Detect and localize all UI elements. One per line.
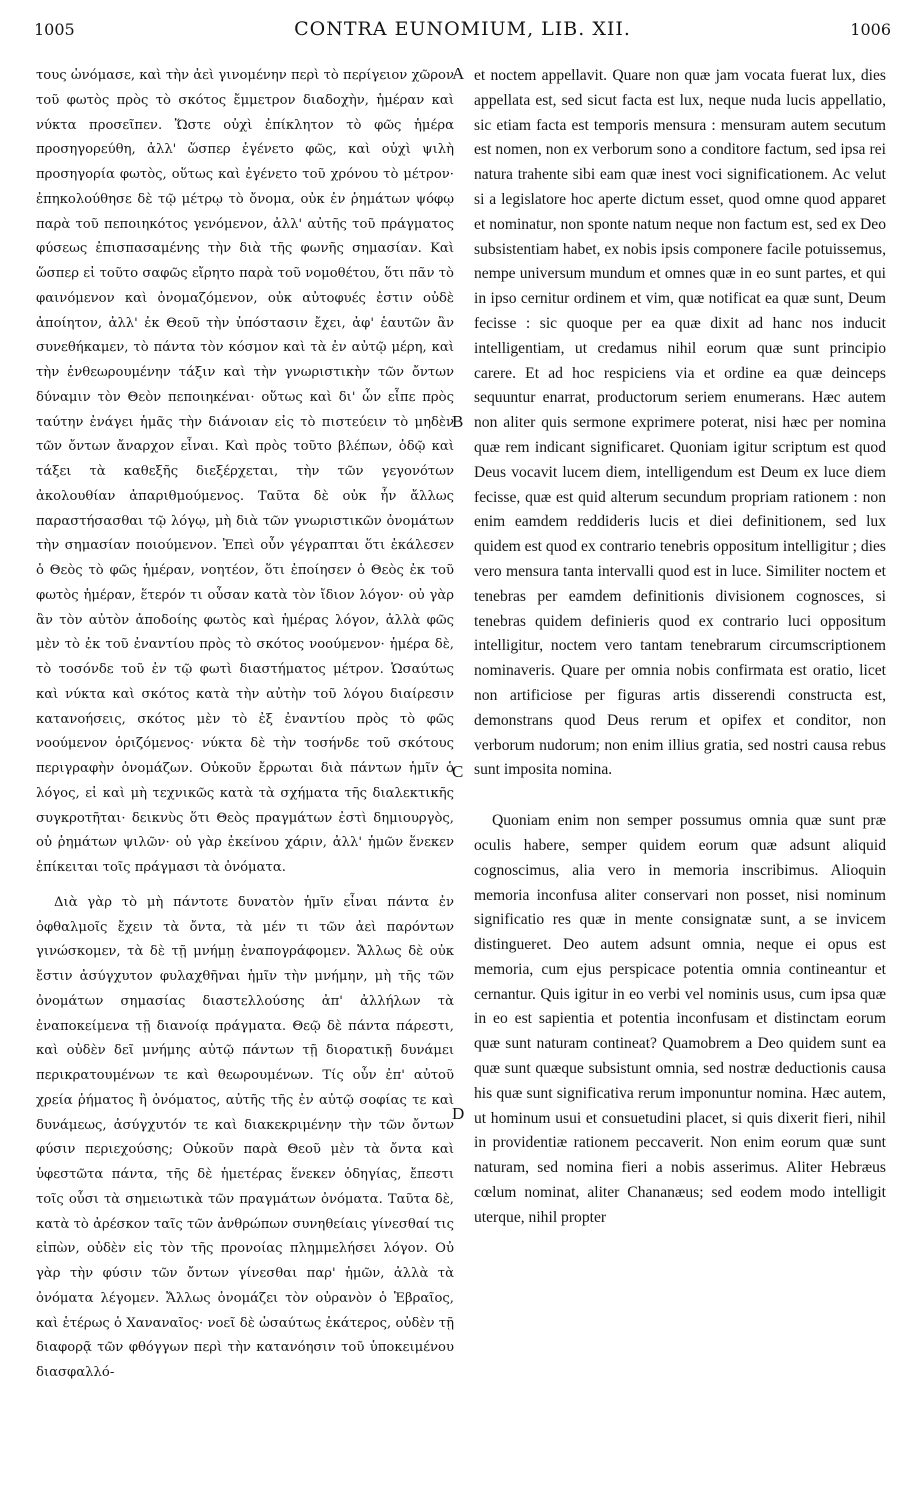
greek-paragraph-2: Διὰ γὰρ τὸ μὴ πάντοτε δυνατὸν ἡμῖν εἶναι πάντα ἐν ὀφθαλμοῖς ἔχειν τὰ ὄντα, τὰ μέν τι τῶν ἀεὶ παρόντων γινώσκομεν, τὰ δὲ τῇ μνήμῃ ἐναπογράφομεν. Ἄλλως δὲ οὐκ ἔστιν ἀσύγχυτον φυλαχθῆναι ἡμῖν τὴν μνήμην, μὴ τῆς τῶν ὀνομάτων σημασίας διαστελλούσης ἀπ' ἀλλήλων τὰ ἐναποκείμενα τῇ διανοίᾳ πράγματα. Θεῷ δὲ πάντα πάρεστι, καὶ οὐδὲν δεῖ μνήμης αὐτῷ πάντων τῇ διορατικῇ δυνάμει περικρατουμένων τε καὶ θεωρουμένων. Τίς οὖν ἐπ' αὐτοῦ χρεία ῥήματος ἢ ὀνόματος, αὐτῆς τῆς ἐν αὐτῷ σοφίας τε καὶ δυνάμεως, ἀσύγχυτόν τε καὶ διακεκριμένην τὴν τῶν ὄντων φύσιν περιεχούσης; Οὐκοῦν παρὰ Θεοῦ μὲν τὰ ὄντα καὶ ὑφεστῶτα πάντα, τῆς δὲ ἡμετέρας ἕνεκεν ὁδηγίας, ἔπεστι τοῖς οὖσι τὰ σημειωτικὰ τῶν πραγμάτων ὀνόματα. Ταῦτα δὲ, κατὰ τὸ ἀρέσκον ταῖς τῶν ἀνθρώπων συνηθείαις γίνεσθαί τις εἰπὼν, οὐδὲν εἰς τὸν τῆς προνοίας πλημμελήσει λόγον. Οὐ γὰρ τὴν φύσιν τῶν ὄντων γίνεσθαι παρ' ἡμῶν, ἀλλὰ τὰ ὀνόματα λέγομεν. Ἄλλως ὀνομάζει τὸν οὐρανὸν ὁ Ἑβραῖος, καὶ ἑτέρως ὁ Χαναναῖος· νοεῖ δὲ ὡσαύτως ἑκάτερος, οὐδὲν τῇ διαφορᾷ τῶν φθόγγων περὶ τὴν κατανόησιν τοῦ ὑποκειμένου διασφαλλό- [36,894,454,1380]
greek-paragraph-1: τους ὠνόμασε, καὶ τὴν ἀεὶ γινομένην περὶ τὸ περίγειον χῶρον τοῦ φωτὸς πρὸς τὸ σκότος ἔμμετρον διαδοχὴν, ἡμέραν καὶ νύκτα προσεῖπεν. Ὥστε οὐχὶ ἐπίκλητον τὸ φῶς ἡμέρα προσηγορεύθη, ἀλλ' ὥσπερ ἐγένετο φῶς, καὶ οὐχὶ ψιλὴ προσηγορία φωτὸς, οὕτως καὶ ἐγένετο τοῦ χρόνου τὸ μέτρον· ἐπηκολούθησε δὲ τῷ μέτρῳ τὸ ὄνομα, οὐκ ἐν ῥημάτων ψόφῳ παρὰ τοῦ πεποιηκότος γενόμενον, ἀλλ' αὐτῆς τοῦ πράγματος φύσεως ἐπισπασαμένης τὴν διὰ τῆς φωνῆς σημασίαν. Καὶ ὥσπερ εἰ τοῦτο σαφῶς εἴρητο παρὰ τοῦ νομοθέτου, ὅτι πᾶν τὸ φαινόμενον καὶ ὀνομαζόμενον, οὐκ αὐτοφυές ἐστιν οὐδὲ ἀποίητον, ἀλλ' ἐκ Θεοῦ τὴν ὑπόστασιν ἔχει, ἀφ' ἑαυτῶν ἂν συνεθήκαμεν, τὸ πάντα τὸν κόσμον καὶ τὰ ἐν αὐτῷ μέρη, καὶ τὴν ἐνθεωρουμένην τάξιν καὶ τὴν γνωριστικὴν τῶν ὄντων δύναμιν τὸν Θεὸν πεποιηκέναι· οὕτως καὶ δι' ὧν εἶπε πρὸς ταύτην ἐνάγει ἡμᾶς τὴν διάνοιαν εἰς τὸ πιστεύειν τὸ μηδὲν τῶν ὄντων ἄναρχον εἶναι. Καὶ πρὸς τοῦτο βλέπων, ὁδῷ καὶ τάξει τὰ καθεξῆς διεξέρχεται, τὴν τῶν γεγονότων ἀκολουθίαν ἀπαριθμούμενος. Ταῦτα δὲ οὐκ ἦν ἄλλως παραστήσασθαι τῷ λόγῳ, μὴ διὰ τῶν γνωριστικῶν ὀνομάτων τὴν σημασίαν ποιούμενον. Ἐπεὶ οὖν γέγραπται ὅτι ἐκάλεσεν ὁ Θεὸς τὸ φῶς ἡμέραν, νοητέον, ὅτι ἐποίησεν ὁ Θεὸς ἐκ τοῦ φωτὸς ἡμέραν, ἕτερόν τι οὖσαν κατὰ τὸν ἴδιον λόγον· οὐ γὰρ ἂν τὸν αὐτὸν ἀποδοίης φωτὸς καὶ ἡμέρας λόγον, ἀλλὰ φῶς μὲν τὸ ἐκ τοῦ ἐναντίου πρὸς τὸ σκότος νοούμενον· ἡμέρα δὲ, τὸ τοσόνδε τοῦ ἐν τῷ φωτὶ διαστήματος μέτρον. Ὡσαύτως καὶ νύκτα καὶ σκότος κατὰ τὴν αὐτὴν τοῦ λόγου διαίρεσιν κατανοήσεις, σκότος μὲν τὸ ἐξ ἐναντίου πρὸς τὸ φῶς νοούμενον ὁριζόμενος· νύκτα δὲ τὴν τοσήνδε τοῦ σκότους περιγραφὴν ὀνομάζων. Οὐκοῦν ἔρρωται διὰ πάντων ἡμῖν ὁ λόγος, εἰ καὶ μὴ τεχνικῶς κατὰ τὰ σχήματα τῆς διαλεκτικῆς συγκροτῆται· δεικνὺς ὅτι Θεὸς πραγμάτων ἐστὶ δημιουργὸς, οὐ ῥημάτων ψιλῶν· οὐ γὰρ ἐκείνου χάριν, ἀλλ' ἡμῶν ἕνεκεν ἐπίκειται τοῖς πράγμασι τὰ ὀνόματα. [36,68,454,875]
margin-marker-c: C [452,762,464,781]
greek-column [36,64,454,1494]
page-number-left: 1005 [34,20,75,39]
margin-marker-a: A [452,64,465,83]
running-title: CONTRA EUNOMIUM, LIB. XII. [294,18,631,40]
margin-marker-b: B [452,412,464,431]
latin-paragraph-2: Quoniam enim non semper possumus omnia quæ sunt præ oculis habere, semper quidem eorum quæ adsunt aliquid cognoscimus, alia vero in memoria inscribimus. Alioquin memoria inconfusa aliter conservari non posset, nisi nominum significatio res quæ in mente consignatæ sunt, a se invicem distingueret. Deo autem adsunt omnia, neque ei opus est memoria, cum ejus perspicace potentia omnia contineantur et cernantur. Quis igitur in eo verbi vel nominis usus, cum ipsa quæ in eo est sapientia et potentia inconfusam et distinctam eorum quæ sunt naturam contineat? Quamobrem a Deo quidem sunt ea quæ sunt quæque subsistunt omnia, sed nostræ deductionis causa his quæ sunt significativa rerum imponuntur nomina. Hæc autem, ut hominum usui et consuetudini placet, si quis dixerit fieri, nihil in providentiæ rationem peccaverit. Non enim eorum quæ sunt naturam, sed nomina fieri a nobis asserimus. Aliter Hebræus cœlum nominat, aliter Chananæus; sed eodem modo intelligit uterque, nihil propter [474,812,886,1226]
page-number-right: 1006 [850,20,891,39]
margin-marker-d: D [452,1104,465,1123]
running-header [34,12,891,48]
latin-column [474,64,886,1494]
latin-paragraph-1: et noctem appellavit. Quare non quæ jam vocata fuerat lux, dies appellata est, sed sicut facta est lux, neque nuda lucis appellatio, sic etiam facta est temporis mensura : mensuram autem secutum est nomen, non ex verborum sono a conditore factum, sed ipsa rei natura trahente sibi eam quæ inest voci significationem. Ac velut si a legislatore hoc aperte dictum esset, quod omne quod apparet et nominatur, non sponte natum neque non factum est, sed ex Deo subsistentiam habet, ex nobis ipsis componere facile potuissemus, nempe universum mundum et omnes quæ in eo sunt partes, et qui in ipso cernitur ordinem et vim, quæ notificat ea quæ sunt, Deum fecisse : sic quoque per ea quæ dixit ad hanc nos inducit intelligentiam, ut credamus nihil eorum quæ sunt principio carere. Et ad hoc respiciens via et ordine ea quæ deinceps sequuntur enarrat, productorum seriem enumerans. Hæc autem non aliter quis sermone exprimere poterat, nisi hæc per nomina quæ rem indicant significaret. Quoniam igitur scriptum est quod Deus vocavit lucem diem, intelligendum est Deum ex luce diem fecisse, quæ est quid alterum secundum propriam rationem : non enim eamdem reddideris lucis et diei definitionem, sed lux quidem est quod ex contrario tenebris oppositum intelligitur ; dies vero mensura tanta intervalli quod est in luce. Similiter noctem et tenebras per eamdem definitionis divisionem cognosces, si tenebras quidem definieris quod ex contrario luci oppositum intelligitur, noctem vero tantam tenebrarum circumscriptionem nominaveris. Quare per omnia nobis confirmata est oratio, licet non artificiose per figuras artis disserendi constructa est, demonstrans quod Deus rerum et opifex et conditor, non verborum nudorum; non enim illius gratia, sed nostri causa rebus sunt imposita nomina. [474,67,886,779]
